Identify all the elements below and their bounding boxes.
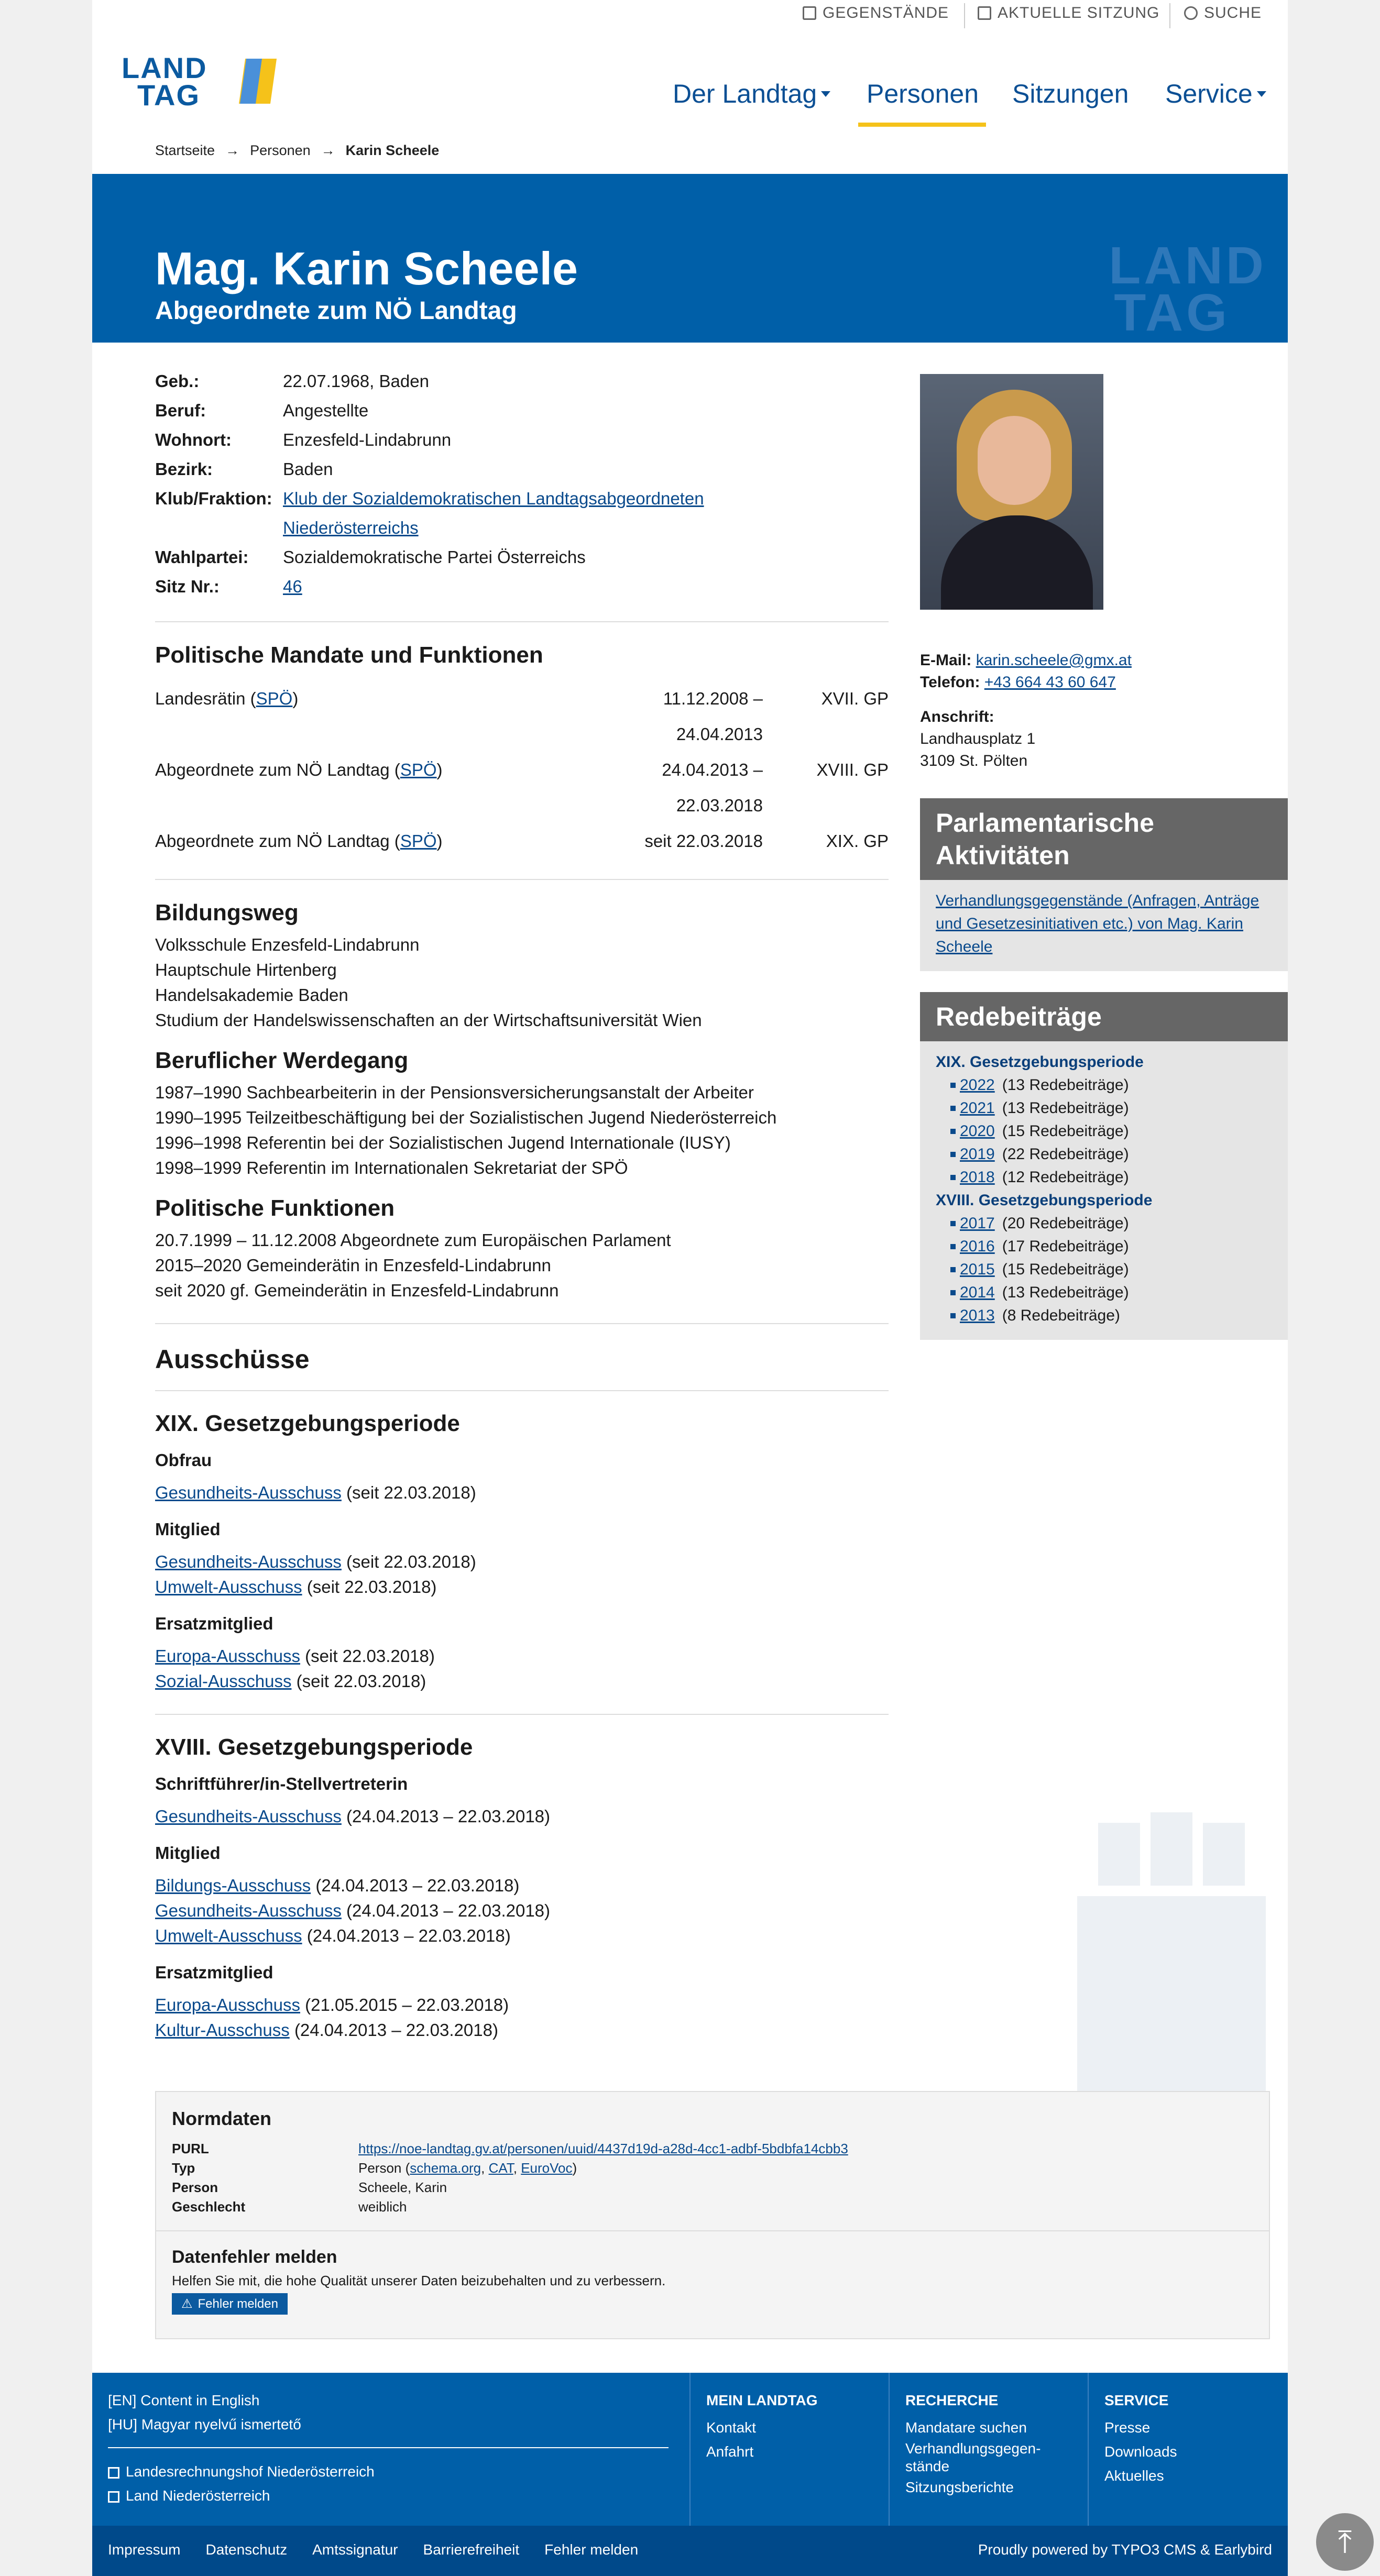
chevron-down-icon — [821, 91, 830, 97]
mandate-label: Landesrätin (SPÖ) — [155, 689, 299, 708]
footer-bottom-link[interactable]: Datenschutz — [205, 2541, 288, 2558]
mandate-label: Abgeordnete zum NÖ Landtag (SPÖ) — [155, 760, 443, 779]
footer-link[interactable]: Mandatare suchen — [905, 2419, 1027, 2436]
mandate-dates: seit 22.03.2018 — [644, 831, 763, 851]
committee-role: Mitglied — [155, 1843, 221, 1863]
page-subtitle: Abgeordnete zum NÖ Landtag — [155, 297, 517, 325]
education-list — [155, 932, 889, 1033]
speech-year-item — [936, 1074, 1272, 1097]
committee-item — [155, 1549, 889, 1575]
calendar-icon — [978, 6, 991, 20]
committee-dates: (24.04.2013 – 22.03.2018) — [315, 1876, 520, 1895]
footer-link[interactable]: Presse — [1104, 2419, 1151, 2436]
divider — [155, 1714, 889, 1715]
fact-label: Sitz Nr.: — [155, 577, 220, 596]
fact-label: Beruf: — [155, 401, 206, 420]
parliamentary-activities-box — [920, 798, 1288, 971]
person-facts — [155, 367, 889, 601]
type-value: Person (schema.org, CAT, EuroVoc) — [358, 2160, 577, 2176]
speech-count: (13 Redebeiträge) — [1002, 1076, 1129, 1094]
list-item: 1990–1995 Teilzeitbeschäftigung bei der Sozialistischen Jugend Niederösterreich — [155, 1108, 777, 1127]
committee-link[interactable]: Umwelt-Ausschuss — [155, 1926, 302, 1945]
fact-row — [155, 396, 889, 425]
footer-link[interactable]: Verhandlungsgegen- — [905, 2440, 1041, 2457]
speech-year-link[interactable]: 2017 — [960, 1215, 995, 1232]
list-item: 1998–1999 Referentin im Internationalen Sekretariat der SPÖ — [155, 1158, 628, 1177]
fact-row — [155, 367, 889, 396]
speech-year-link[interactable]: 2015 — [960, 1261, 995, 1278]
speech-year-link[interactable]: 2018 — [960, 1169, 995, 1186]
speech-count: (15 Redebeiträge) — [1002, 1261, 1129, 1278]
chevron-down-icon — [1257, 91, 1266, 97]
footer-link[interactable]: stände — [905, 2458, 950, 2474]
list-item: seit 2020 gf. Gemeinderätin in Enzesfeld-Lindabrunn — [155, 1281, 559, 1300]
fact-link[interactable]: 46 — [283, 577, 302, 596]
committee-link[interactable]: Umwelt-Ausschuss — [155, 1577, 302, 1597]
search-icon — [1184, 6, 1198, 20]
section-heading: Beruflicher Werdegang — [155, 1048, 409, 1073]
speech-year-link[interactable]: 2013 — [960, 1307, 995, 1324]
fact-row — [155, 543, 889, 572]
footer-heading: MEIN LANDTAG — [706, 2392, 818, 2408]
divider — [889, 2373, 890, 2526]
speech-count: (12 Redebeiträge) — [1002, 1169, 1129, 1186]
committee-item — [155, 1480, 889, 1505]
nav-label: Der Landtag — [673, 79, 817, 108]
speech-year-link[interactable]: 2019 — [960, 1146, 995, 1163]
speech-year-item — [936, 1304, 1272, 1327]
fact-value: 22.07.1968, Baden — [283, 371, 429, 391]
nav-label: Personen — [867, 79, 979, 108]
footer-bottom-link[interactable]: Barrierefreiheit — [423, 2541, 520, 2558]
fact-label: Klub/Fraktion: — [155, 489, 272, 508]
email-label: E-Mail: — [920, 652, 972, 669]
mandate-gp: XIX. GP — [826, 831, 889, 851]
committee-dates: (24.04.2013 – 22.03.2018) — [346, 1807, 551, 1826]
nav-label: Sitzungen — [1012, 79, 1129, 108]
fact-row — [155, 572, 889, 601]
speech-year-item — [936, 1281, 1272, 1304]
divider — [964, 3, 965, 28]
landtag-logo[interactable] — [122, 51, 284, 112]
divider — [689, 2373, 691, 2526]
committee-link[interactable]: Sozial-Ausschuss — [155, 1671, 292, 1691]
committee-dates: (21.05.2015 – 22.03.2018) — [305, 1995, 509, 2014]
divider — [155, 621, 889, 622]
committee-role: Schriftführer/in-Stellvertreterin — [155, 1774, 408, 1793]
schema-link[interactable]: schema.org — [410, 2160, 481, 2176]
committee-dates: (seit 22.03.2018) — [305, 1646, 435, 1666]
political-functions-list — [155, 1228, 889, 1303]
email-link[interactable]: karin.scheele@gmx.at — [976, 652, 1132, 669]
footer-column-mein-landtag — [706, 2388, 818, 2464]
fact-link[interactable]: Klub der Sozialdemokratischen Landtagsabgeordneten Niederösterreichs — [283, 489, 704, 537]
speech-year-link[interactable]: 2016 — [960, 1238, 995, 1255]
external-link-icon — [108, 2467, 119, 2479]
speech-year-item — [936, 1212, 1272, 1235]
mandate-gp: XVII. GP — [821, 689, 889, 708]
committee-role: Ersatzmitglied — [155, 1614, 273, 1633]
speech-count: (22 Redebeiträge) — [1002, 1146, 1129, 1163]
fact-value: Baden — [283, 459, 333, 479]
portrait-photo — [920, 374, 1103, 610]
divider — [1088, 2373, 1089, 2526]
mandate-list — [155, 681, 889, 859]
speech-year-item — [936, 1120, 1272, 1143]
mandate-gp: XVIII. GP — [816, 760, 889, 779]
committee-item — [155, 1644, 889, 1669]
fact-row — [155, 425, 889, 455]
speech-count: (13 Redebeiträge) — [1002, 1284, 1129, 1301]
purl-link[interactable]: https://noe-landtag.gv.at/personen/uuid/4437d19d-a28d-4cc1-adbf-5bdbfa14cbb3 — [358, 2141, 848, 2156]
committee-item — [155, 1873, 889, 1898]
period-heading: XIX. Gesetzgebungsperiode — [155, 1411, 460, 1436]
committee-item — [155, 1992, 889, 2018]
footer-link[interactable]: Kontakt — [706, 2419, 756, 2436]
footer-heading: SERVICE — [1104, 2392, 1169, 2408]
committee-dates: (seit 22.03.2018) — [346, 1483, 476, 1502]
mandate-label: Abgeordnete zum NÖ Landtag (SPÖ) — [155, 831, 443, 851]
party-link[interactable]: SPÖ — [400, 831, 437, 851]
fact-label: Geb.: — [155, 371, 200, 391]
footer-link[interactable]: Sitzungsberichte — [905, 2479, 1014, 2495]
party-link[interactable]: SPÖ — [400, 760, 437, 779]
footer-bottom-link[interactable]: Amtssignatur — [312, 2541, 398, 2558]
top-link-suche[interactable] — [1184, 4, 1262, 22]
footer-bottom-bar — [92, 2526, 1288, 2576]
committee-link[interactable]: Europa-Ausschuss — [155, 1646, 300, 1666]
footer-link-land-noe[interactable]: Land Niederösterreich — [108, 2484, 648, 2508]
footer-bottom-link[interactable]: Fehler melden — [544, 2541, 639, 2558]
speech-year-link[interactable]: 2021 — [960, 1099, 995, 1117]
speech-year-item — [936, 1097, 1272, 1120]
committee-link[interactable]: Gesundheits-Ausschuss — [155, 1901, 342, 1920]
section-heading: Bildungsweg — [155, 900, 299, 926]
top-link-label: SUCHE — [1204, 4, 1262, 21]
speech-year-item — [936, 1143, 1272, 1166]
mandate-row — [155, 823, 889, 859]
cat-link[interactable]: CAT — [488, 2160, 513, 2176]
phone-link[interactable]: +43 664 43 60 647 — [984, 674, 1116, 691]
gender-label: Geschlecht — [172, 2199, 246, 2215]
eurovoc-link[interactable]: EuroVoc — [521, 2160, 573, 2176]
list-item: Handelsakademie Baden — [155, 985, 348, 1005]
speech-count: (8 Redebeiträge) — [1002, 1307, 1120, 1324]
list-item: 1996–1998 Referentin bei der Sozialistischen Jugend Internationale (IUSY) — [155, 1133, 731, 1152]
main-content — [155, 367, 889, 2043]
fact-row — [155, 455, 889, 484]
report-error-heading: Datenfehler melden — [172, 2247, 337, 2267]
divider — [1169, 3, 1170, 28]
section-heading: Politische Mandate und Funktionen — [155, 642, 543, 668]
divider — [155, 1323, 889, 1324]
list-item: 1987–1990 Sachbearbeiterin in der Pensionsversicherungsanstalt der Arbeiter — [155, 1083, 754, 1102]
mandate-dates: 11.12.2008 – 24.04.2013 — [663, 689, 763, 744]
speech-count: (15 Redebeiträge) — [1002, 1122, 1129, 1140]
top-link-label: GEGENSTÄNDE — [823, 4, 949, 21]
committee-link[interactable]: Kultur-Ausschuss — [155, 2020, 290, 2040]
committee-role: Ersatzmitglied — [155, 1963, 273, 1982]
nav-label: Service — [1165, 79, 1253, 108]
committee-link[interactable]: Gesundheits-Ausschuss — [155, 1483, 342, 1502]
committee-item — [155, 1898, 889, 1923]
arrow-up-icon: ⤒ — [1338, 2524, 1352, 2559]
external-link-icon — [108, 2491, 119, 2503]
normdaten-heading: Normdaten — [172, 2108, 272, 2129]
arrow-right-icon: → — [225, 142, 240, 158]
footer-heading: RECHERCHE — [905, 2392, 999, 2408]
list-item: 2015–2020 Gemeinderätin in Enzesfeld-Lindabrunn — [155, 1256, 551, 1275]
committee-role: Mitglied — [155, 1520, 221, 1539]
top-utility-bar — [92, 0, 1288, 34]
party-link[interactable]: SPÖ — [256, 689, 293, 708]
page-title: Mag. Karin Scheele — [155, 243, 578, 294]
footer-link[interactable]: Downloads — [1104, 2443, 1177, 2460]
committee-item — [155, 1669, 889, 1694]
scroll-to-top-button[interactable] — [1316, 2513, 1374, 2571]
mandate-row — [155, 681, 889, 752]
normdaten-box — [155, 2091, 1270, 2339]
footer-link[interactable]: Anfahrt — [706, 2443, 754, 2460]
committee-link[interactable]: Gesundheits-Ausschuss — [155, 1552, 342, 1571]
speeches-box — [920, 992, 1288, 1340]
top-link-aktuelle-sitzung[interactable] — [978, 4, 1159, 22]
section-heading: Ausschüsse — [155, 1345, 310, 1374]
divider — [108, 2447, 669, 2448]
speech-year-item — [936, 1258, 1272, 1281]
box-heading: Redebeiträge — [920, 992, 1288, 1041]
address-label: Anschrift: — [920, 708, 994, 725]
footer-column-service — [1104, 2388, 1177, 2488]
footer-link-landesrechnungshof[interactable]: Landesrechnungshof Niederösterreich — [108, 2460, 648, 2484]
fact-row — [155, 484, 889, 543]
footer-column-recherche — [905, 2388, 1041, 2500]
purl-label: PURL — [172, 2141, 209, 2156]
nav-item-der-landtag[interactable] — [673, 79, 830, 109]
committee-link[interactable]: Bildungs-Ausschuss — [155, 1876, 311, 1895]
divider — [156, 2230, 1269, 2231]
mandate-row — [155, 752, 889, 823]
footer-link[interactable]: Aktuelles — [1104, 2468, 1164, 2484]
gender-value: weiblich — [358, 2199, 407, 2215]
sidebar — [920, 374, 1288, 1340]
report-error-button[interactable] — [172, 2293, 288, 2315]
nav-item-personen[interactable] — [867, 79, 979, 109]
top-link-label: AKTUELLE SITZUNG — [998, 4, 1160, 21]
speech-period: XIX. Gesetzgebungsperiode — [936, 1053, 1144, 1071]
report-error-text: Helfen Sie mit, die hohe Qualität unserer Daten beizubehalten und zu verbessern. — [172, 2273, 666, 2288]
footer — [92, 2373, 1288, 2526]
speech-count: (17 Redebeiträge) — [1002, 1238, 1129, 1255]
type-label: Typ — [172, 2160, 195, 2176]
footer-bottom-link[interactable]: Impressum — [108, 2541, 181, 2558]
speech-year-link[interactable]: 2022 — [960, 1076, 995, 1094]
career-list — [155, 1080, 889, 1181]
fact-value: Sozialdemokratische Partei Österreichs — [283, 547, 586, 567]
logo-text: LAND — [122, 51, 207, 84]
committee-dates: (24.04.2013 – 22.03.2018) — [294, 2020, 498, 2040]
committee-dates: (seit 22.03.2018) — [346, 1552, 476, 1571]
nav-item-service[interactable] — [1165, 79, 1266, 109]
box-heading: Parlamentarische Aktivitäten — [920, 798, 1288, 880]
committee-item — [155, 1923, 889, 1948]
section-heading: Politische Funktionen — [155, 1195, 395, 1221]
committee-link[interactable]: Europa-Ausschuss — [155, 1995, 300, 2014]
speech-period: XVIII. Gesetzgebungsperiode — [936, 1192, 1153, 1209]
phone-label: Telefon: — [920, 674, 980, 691]
committee-dates: (seit 22.03.2018) — [306, 1577, 437, 1597]
fact-value: Enzesfeld-Lindabrunn — [283, 430, 452, 449]
speech-year-link[interactable]: 2014 — [960, 1284, 995, 1301]
speech-year-item — [936, 1235, 1272, 1258]
person-label: Person — [172, 2179, 218, 2195]
period-heading: XVIII. Gesetzgebungsperiode — [155, 1734, 473, 1760]
committee-item — [155, 1804, 889, 1829]
speech-year-item — [936, 1166, 1272, 1189]
committee-period-18 — [155, 1735, 889, 2043]
fact-label: Wohnort: — [155, 430, 232, 449]
speech-count: (20 Redebeiträge) — [1002, 1215, 1129, 1232]
fact-label: Bezirk: — [155, 459, 213, 479]
committee-role: Obfrau — [155, 1450, 212, 1470]
list-item: 20.7.1999 – 11.12.2008 Abgeordnete zum Europäischen Parlament — [155, 1230, 671, 1250]
landtag-watermark: LAND TAG — [1109, 236, 1267, 342]
button-label: Fehler melden — [198, 2296, 278, 2311]
breadcrumb-link[interactable]: Startseite — [155, 142, 215, 158]
breadcrumb-link[interactable]: Personen — [250, 142, 311, 158]
nav-item-sitzungen[interactable] — [1012, 79, 1129, 109]
divider — [155, 879, 889, 880]
list-item: Hauptschule Hirtenberg — [155, 960, 337, 979]
page — [92, 0, 1288, 2576]
fact-label: Wahlpartei: — [155, 547, 249, 567]
divider — [155, 1390, 889, 1391]
nav-active-indicator — [858, 123, 986, 127]
speech-year-link[interactable]: 2020 — [960, 1122, 995, 1140]
address-line: 3109 St. Pölten — [920, 752, 1028, 769]
committee-dates: (24.04.2013 – 22.03.2018) — [346, 1901, 551, 1920]
committee-item — [155, 1575, 889, 1600]
logo-text: TAG — [137, 79, 201, 112]
committee-dates: (24.04.2013 – 22.03.2018) — [306, 1926, 511, 1945]
footer-link-hungarian[interactable]: [HU] Magyar nyelvű ismertető — [108, 2416, 301, 2432]
committee-period-19 — [155, 1411, 889, 1694]
hero-banner — [92, 174, 1288, 343]
document-icon — [803, 6, 816, 20]
activities-link[interactable]: Verhandlungsgegenstände (Anfragen, Anträge und Gesetzesinitiativen etc.) von Mag. Karin Scheele — [936, 892, 1259, 955]
fact-value: Angestellte — [283, 401, 369, 420]
person-value: Scheele, Karin — [358, 2179, 447, 2195]
speech-count: (13 Redebeiträge) — [1002, 1099, 1129, 1117]
address-line: Landhausplatz 1 — [920, 730, 1036, 747]
list-item: Volksschule Enzesfeld-Lindabrunn — [155, 935, 420, 954]
breadcrumb — [155, 142, 439, 159]
committee-link[interactable]: Gesundheits-Ausschuss — [155, 1807, 342, 1826]
list-item: Studium der Handelswissenschaften an der Wirtschaftsuniversität Wien — [155, 1010, 702, 1030]
footer-link-english[interactable]: [EN] Content in English — [108, 2392, 260, 2408]
top-link-gegenstaende[interactable] — [803, 4, 949, 22]
powered-by: Proudly powered by TYPO3 CMS & Earlybird — [978, 2541, 1272, 2558]
committee-item — [155, 2018, 889, 2043]
breadcrumb-current: Karin Scheele — [345, 142, 440, 158]
warning-icon: ⚠ — [181, 2297, 193, 2311]
mandate-dates: 24.04.2013 – 22.03.2018 — [662, 760, 763, 815]
committee-dates: (seit 22.03.2018) — [296, 1671, 426, 1691]
contact-block — [920, 649, 1288, 772]
arrow-right-icon: → — [321, 142, 335, 158]
